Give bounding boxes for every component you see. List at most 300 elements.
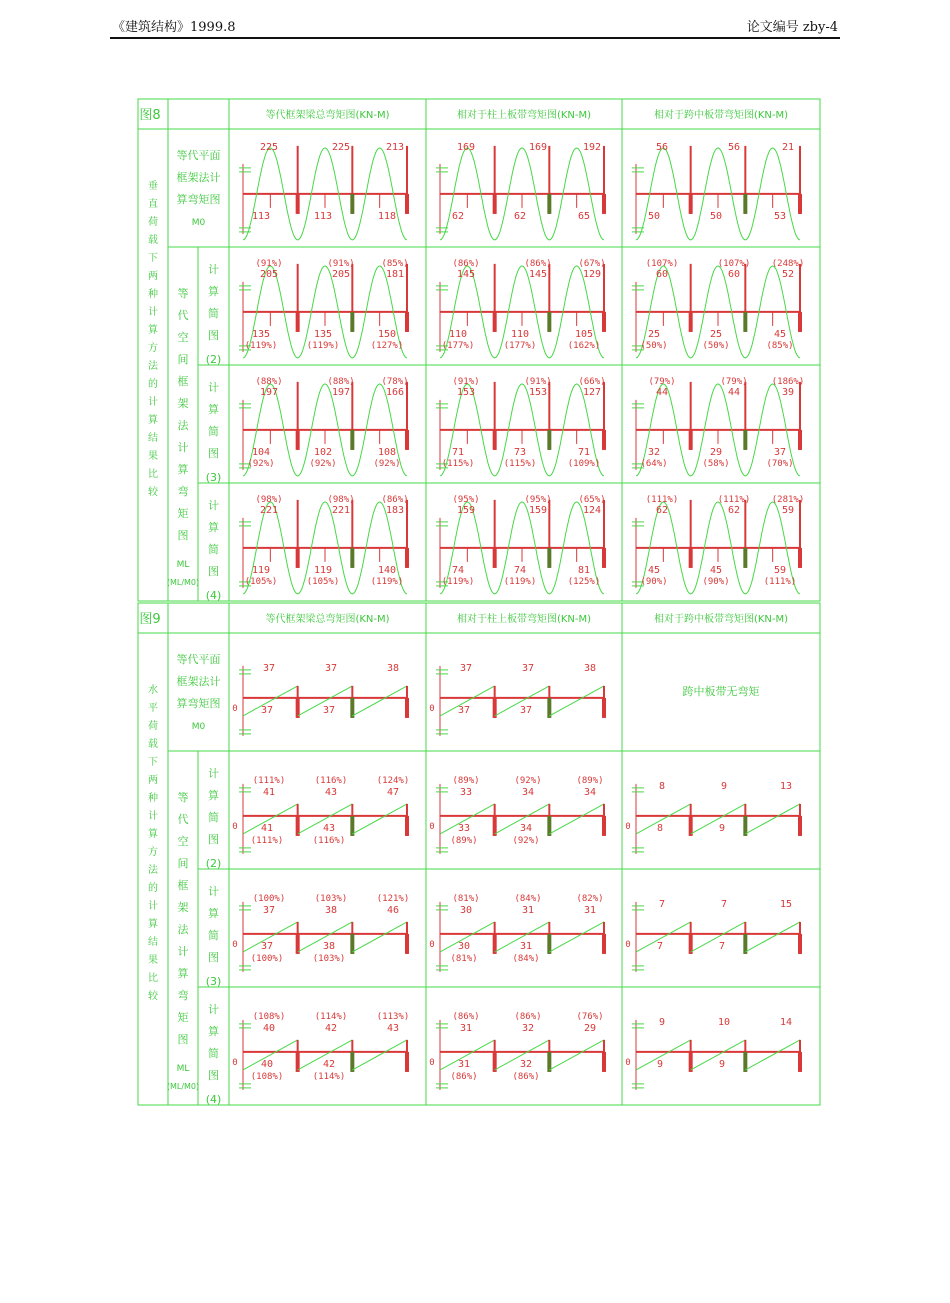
moment-value: 38 — [386, 662, 400, 674]
percent-label: (108%) — [250, 1071, 284, 1082]
row-label-char: 计 — [208, 381, 219, 394]
group-title-char: 法 — [177, 923, 189, 936]
percent-label: (79%) — [720, 376, 748, 387]
ratio-label: (ML/M0) — [166, 1082, 200, 1091]
moment-value: 81 — [577, 564, 591, 576]
side-title-char: 法 — [148, 865, 158, 876]
moment-value: 37 — [773, 446, 787, 458]
moment-value: 221 — [259, 504, 279, 516]
moment-value: 25 — [647, 328, 661, 340]
moment-value: 46 — [386, 904, 400, 916]
group-title-char: 弯 — [177, 485, 189, 498]
moment-value: 32 — [647, 446, 661, 458]
group-title — [178, 791, 190, 1046]
support-block — [602, 548, 606, 568]
moment-value: 135 — [251, 328, 271, 340]
row-label-char: 计 — [208, 767, 219, 780]
moment-value: 33 — [459, 786, 473, 798]
percent-label: (65%) — [578, 494, 606, 505]
side-title-char: 计 — [148, 901, 158, 912]
support-block — [296, 312, 300, 332]
support-block — [547, 312, 551, 332]
side-title-char: 算 — [148, 325, 158, 336]
moment-value: 145 — [456, 268, 476, 280]
side-title-char: 的 — [148, 883, 158, 894]
percent-label: (82%) — [576, 893, 604, 904]
percent-label: (115%) — [441, 458, 475, 469]
support-block — [602, 430, 606, 450]
row-label: 框架法计 — [176, 171, 221, 184]
moment-value: 44 — [727, 386, 741, 398]
moment-value: 43 — [322, 822, 336, 834]
moment-value: 37 — [521, 662, 535, 674]
moment-value: 31 — [519, 940, 533, 952]
side-title-char: 果 — [148, 451, 158, 462]
figure-label: 图8 — [139, 108, 161, 123]
zero-label: 0 — [625, 821, 631, 832]
moment-value: 37 — [459, 662, 473, 674]
percent-label: (248%) — [771, 258, 805, 269]
support-block — [493, 548, 497, 568]
row-label-char: 图 — [208, 565, 219, 578]
row-label — [208, 262, 219, 342]
support-block — [602, 816, 606, 836]
row-label: 等代平面 — [176, 149, 221, 162]
percent-label: (119%) — [441, 576, 475, 587]
support-block — [798, 1052, 802, 1072]
moment-value: 37 — [260, 704, 274, 716]
support-block — [743, 312, 747, 332]
moment-diagram-cell — [632, 495, 804, 594]
group-title-char: 计 — [177, 441, 189, 454]
zero-label: 0 — [625, 939, 631, 950]
column-header: 相对于跨中板带弯矩图(KN-M) — [653, 110, 789, 121]
moment-value: 71 — [451, 446, 465, 458]
support-block — [296, 194, 300, 214]
moment-diagram-cell — [632, 259, 804, 358]
moment-line — [549, 1040, 604, 1070]
percent-label: (119%) — [370, 576, 404, 587]
support-block — [798, 934, 802, 954]
moment-diagram-cell — [232, 776, 409, 854]
moment-value: 59 — [781, 504, 795, 516]
moment-diagram-cell — [429, 776, 606, 854]
row-label — [208, 498, 219, 578]
percent-label: (89%) — [452, 775, 480, 786]
percent-label: (81%) — [450, 953, 478, 964]
moment-value: 9 — [656, 1058, 664, 1070]
support-block — [350, 312, 354, 332]
moment-value: 32 — [519, 1058, 533, 1070]
percent-label: (85%) — [381, 258, 409, 269]
row-label-char: 简 — [208, 543, 219, 556]
moment-line — [352, 1040, 407, 1070]
moment-line — [745, 1040, 800, 1070]
percent-label: (89%) — [450, 835, 478, 846]
support-block — [493, 312, 497, 332]
percent-label: (98%) — [327, 494, 355, 505]
moment-value: 7 — [718, 940, 726, 952]
row-sub-label: (2) — [205, 857, 222, 870]
moment-value: 31 — [583, 904, 597, 916]
support-block — [405, 194, 409, 214]
support-block — [743, 548, 747, 568]
table-border — [138, 603, 820, 1105]
moment-value: 56 — [655, 141, 669, 153]
moment-value: 43 — [324, 786, 338, 798]
moment-value: 9 — [720, 780, 728, 792]
moment-value: 7 — [658, 898, 666, 910]
percent-label: (109%) — [567, 458, 601, 469]
moment-diagram-cell — [232, 1012, 409, 1090]
moment-value: 53 — [773, 210, 787, 222]
side-title-char: 载 — [148, 739, 158, 750]
percent-label: (92%) — [512, 835, 540, 846]
percent-label: (78%) — [381, 376, 409, 387]
moment-value: 34 — [583, 786, 597, 798]
moment-line — [745, 922, 800, 952]
moment-value: 38 — [324, 904, 338, 916]
moment-value: 37 — [519, 704, 533, 716]
percent-label: (86%) — [381, 494, 409, 505]
moment-value: 62 — [513, 210, 527, 222]
moment-value: 221 — [331, 504, 351, 516]
moment-value: 71 — [577, 446, 591, 458]
row-label-char: 算 — [208, 1025, 219, 1038]
figure-table — [138, 603, 820, 1106]
percent-label: (76%) — [576, 1011, 604, 1022]
column-header: 等代框架梁总弯矩图(KN-M) — [265, 110, 390, 121]
row-sub-label: (3) — [205, 975, 222, 988]
moment-diagram-cell — [232, 663, 409, 736]
side-title-char: 结 — [148, 433, 158, 444]
moment-value: 29 — [583, 1022, 597, 1034]
percent-label: (86%) — [452, 1011, 480, 1022]
moment-value: 166 — [385, 386, 405, 398]
side-title-char: 垂 — [148, 181, 158, 192]
side-title-char: 两 — [148, 775, 158, 786]
percent-label: (89%) — [576, 775, 604, 786]
moment-diagram-cell — [232, 894, 409, 972]
row-sub-label: M0 — [191, 722, 206, 732]
group-title-char: 图 — [177, 529, 189, 542]
percent-label: (186%) — [771, 376, 805, 387]
group-title-char: 架 — [177, 397, 189, 410]
moment-value: 205 — [331, 268, 351, 280]
side-title-char: 种 — [148, 289, 158, 300]
percent-label: (86%) — [450, 1071, 478, 1082]
percent-label: (114%) — [314, 1011, 348, 1022]
percent-label: (100%) — [252, 893, 286, 904]
percent-label: (91%) — [255, 258, 283, 269]
moment-value: 225 — [259, 141, 279, 153]
side-title-char: 比 — [148, 973, 158, 984]
moment-value: 56 — [727, 141, 741, 153]
moment-value: 110 — [510, 328, 530, 340]
side-title-char: 载 — [148, 235, 158, 246]
percent-label: (111%) — [250, 835, 284, 846]
group-title — [178, 287, 190, 542]
percent-label: (64%) — [640, 458, 668, 469]
moment-value: 44 — [655, 386, 669, 398]
percent-label: (70%) — [766, 458, 794, 469]
percent-label: (67%) — [578, 258, 606, 269]
row-label-char: 图 — [208, 329, 219, 342]
row-label — [208, 1002, 219, 1082]
moment-line — [636, 922, 691, 952]
moment-value: 119 — [251, 564, 271, 576]
moment-value: 108 — [377, 446, 397, 458]
moment-diagram-cell — [239, 142, 409, 240]
support-block — [602, 194, 606, 214]
row-label-char: 算 — [208, 285, 219, 298]
side-title-char: 算 — [148, 919, 158, 930]
moment-value: 45 — [773, 328, 787, 340]
moment-value: 34 — [521, 786, 535, 798]
support-block — [405, 1052, 409, 1072]
percent-label: (81%) — [452, 893, 480, 904]
no-moment-note: 跨中板带无弯矩 — [682, 685, 760, 698]
support-block — [405, 548, 409, 568]
zero-label: 0 — [429, 939, 435, 950]
percent-label: (119%) — [503, 576, 537, 587]
group-title-char: 空 — [177, 835, 189, 848]
row-sub-label: (4) — [205, 1093, 222, 1106]
moment-value: 50 — [647, 210, 661, 222]
row-label-char: 简 — [208, 307, 219, 320]
moment-value: 45 — [647, 564, 661, 576]
moment-value: 40 — [260, 1058, 274, 1070]
moment-value: 129 — [582, 268, 602, 280]
moment-value: 31 — [521, 904, 535, 916]
percent-label: (50%) — [702, 340, 730, 351]
percent-label: (108%) — [252, 1011, 286, 1022]
support-block — [493, 430, 497, 450]
side-title — [148, 180, 159, 498]
support-block — [602, 934, 606, 954]
moment-value: 105 — [574, 328, 594, 340]
row-label-char: 计 — [208, 885, 219, 898]
moment-value: 8 — [656, 822, 664, 834]
moment-diagram-cell — [436, 377, 606, 476]
percent-label: (281%) — [771, 494, 805, 505]
moment-line — [352, 686, 407, 716]
moment-value: 102 — [313, 446, 333, 458]
percent-label: (88%) — [255, 376, 283, 387]
column-header: 相对于柱上板带弯矩图(KN-M) — [456, 110, 592, 121]
moment-diagram-cell — [239, 259, 409, 358]
zero-label: 0 — [232, 1057, 238, 1068]
percent-label: (88%) — [327, 376, 355, 387]
group-title-char: 算 — [177, 463, 189, 476]
percent-label: (103%) — [312, 953, 346, 964]
moment-value: 21 — [781, 141, 795, 153]
percent-label: (119%) — [244, 340, 278, 351]
moment-value: 42 — [324, 1022, 338, 1034]
percent-label: (107%) — [645, 258, 679, 269]
percent-label: (105%) — [244, 576, 278, 587]
row-label-char: 简 — [208, 811, 219, 824]
moment-diagram-cell — [632, 377, 804, 476]
moment-value: 7 — [656, 940, 664, 952]
support-block — [405, 312, 409, 332]
group-title-char: 等 — [177, 791, 189, 804]
moment-value: 39 — [781, 386, 795, 398]
moment-value: 43 — [386, 1022, 400, 1034]
side-title-char: 计 — [148, 307, 158, 318]
row-label-char: 计 — [208, 263, 219, 276]
side-title-char: 法 — [148, 361, 158, 372]
percent-label: (98%) — [255, 494, 283, 505]
moment-value: 62 — [727, 504, 741, 516]
group-title-char: 弯 — [177, 989, 189, 1002]
moment-diagram-cell — [429, 663, 606, 736]
row-label-char: 简 — [208, 425, 219, 438]
moment-value: 113 — [251, 210, 271, 222]
moment-value: 45 — [709, 564, 723, 576]
percent-label: (125%) — [567, 576, 601, 587]
support-block — [405, 934, 409, 954]
support-block — [296, 430, 300, 450]
percent-label: (86%) — [524, 258, 552, 269]
moment-value: 192 — [582, 141, 602, 153]
moment-value: 41 — [262, 786, 276, 798]
zero-label: 0 — [429, 1057, 435, 1068]
side-title-char: 的 — [148, 379, 158, 390]
support-block — [296, 548, 300, 568]
moment-line — [549, 804, 604, 834]
side-title-char: 算 — [148, 829, 158, 840]
moment-diagram-cell — [436, 142, 606, 240]
row-label-char: 简 — [208, 1047, 219, 1060]
row-label — [208, 380, 219, 460]
moment-value: 153 — [456, 386, 476, 398]
side-title-char: 荷 — [148, 721, 158, 732]
support-block — [405, 430, 409, 450]
moment-value: 140 — [377, 564, 397, 576]
side-title — [148, 683, 159, 1002]
moment-value: 110 — [448, 328, 468, 340]
moment-value: 104 — [251, 446, 271, 458]
support-block — [689, 194, 693, 214]
side-title-char: 较 — [148, 991, 158, 1002]
moment-value: 197 — [259, 386, 279, 398]
support-block — [743, 194, 747, 214]
percent-label: (113%) — [376, 1011, 410, 1022]
percent-label: (177%) — [503, 340, 537, 351]
moment-value: 213 — [385, 141, 405, 153]
percent-label: (79%) — [648, 376, 676, 387]
percent-label: (111%) — [763, 576, 797, 587]
row-label-char: 计 — [208, 499, 219, 512]
support-block — [743, 430, 747, 450]
moment-value: 37 — [457, 704, 471, 716]
moment-value: 60 — [655, 268, 669, 280]
zero-label: 0 — [232, 821, 238, 832]
moment-value: 60 — [727, 268, 741, 280]
moment-value: 65 — [577, 210, 591, 222]
side-title-char: 算 — [148, 415, 158, 426]
percent-label: (121%) — [376, 893, 410, 904]
row-label-char: 图 — [208, 447, 219, 460]
moment-value: 62 — [655, 504, 669, 516]
moment-diagram-cell — [429, 1012, 606, 1090]
percent-label: (116%) — [314, 775, 348, 786]
moment-value: 13 — [779, 780, 793, 792]
support-block — [405, 698, 409, 718]
moment-value: 197 — [331, 386, 351, 398]
percent-label: (105%) — [306, 576, 340, 587]
row-label: 等代平面 — [176, 653, 221, 666]
moment-value: 150 — [377, 328, 397, 340]
percent-label: (92%) — [247, 458, 275, 469]
moment-value: 225 — [331, 141, 351, 153]
moment-value: 9 — [658, 1016, 666, 1028]
moment-value: 74 — [513, 564, 527, 576]
moment-value: 135 — [313, 328, 333, 340]
percent-label: (84%) — [512, 953, 540, 964]
percent-label: (115%) — [503, 458, 537, 469]
moment-value: 153 — [528, 386, 548, 398]
percent-label: (100%) — [250, 953, 284, 964]
percent-label: (107%) — [717, 258, 751, 269]
moment-value: 40 — [262, 1022, 276, 1034]
percent-label: (85%) — [766, 340, 794, 351]
percent-label: (92%) — [514, 775, 542, 786]
figure-label: 图9 — [139, 612, 161, 627]
moment-line — [636, 804, 691, 834]
moment-line — [352, 804, 407, 834]
row-label-char: 图 — [208, 1069, 219, 1082]
percent-label: (84%) — [514, 893, 542, 904]
side-title-char: 水 — [148, 685, 158, 696]
moment-value: 52 — [781, 268, 795, 280]
support-block — [689, 430, 693, 450]
moment-value: 47 — [386, 786, 400, 798]
row-label-char: 图 — [208, 833, 219, 846]
support-block — [602, 312, 606, 332]
moment-value: 29 — [709, 446, 723, 458]
support-block — [798, 312, 802, 332]
zero-label: 0 — [429, 703, 435, 714]
moment-diagram-cell — [436, 495, 606, 594]
row-sub-label: M0 — [191, 218, 206, 228]
percent-label: (95%) — [452, 494, 480, 505]
side-title-char: 荷 — [148, 217, 158, 228]
percent-label: (92%) — [309, 458, 337, 469]
moment-line — [549, 922, 604, 952]
moment-value: 41 — [260, 822, 274, 834]
row-label: 算弯矩图 — [176, 193, 221, 206]
percent-label: (90%) — [702, 576, 730, 587]
support-block — [689, 548, 693, 568]
support-block — [350, 194, 354, 214]
moment-value: 14 — [779, 1016, 793, 1028]
support-block — [350, 548, 354, 568]
row-sub-label: (4) — [205, 589, 222, 602]
moment-value: 7 — [720, 898, 728, 910]
zero-label: 0 — [429, 821, 435, 832]
percent-label: (116%) — [312, 835, 346, 846]
moment-value: 31 — [459, 1022, 473, 1034]
row-label: 框架法计 — [176, 675, 221, 688]
group-title-char: 间 — [177, 857, 189, 870]
group-title-char: 计 — [177, 945, 189, 958]
journal-header: 《建筑结构》1999.8 — [112, 20, 236, 35]
row-sub-label: (2) — [205, 353, 222, 366]
percent-label: (58%) — [702, 458, 730, 469]
side-title-char: 下 — [148, 253, 158, 264]
